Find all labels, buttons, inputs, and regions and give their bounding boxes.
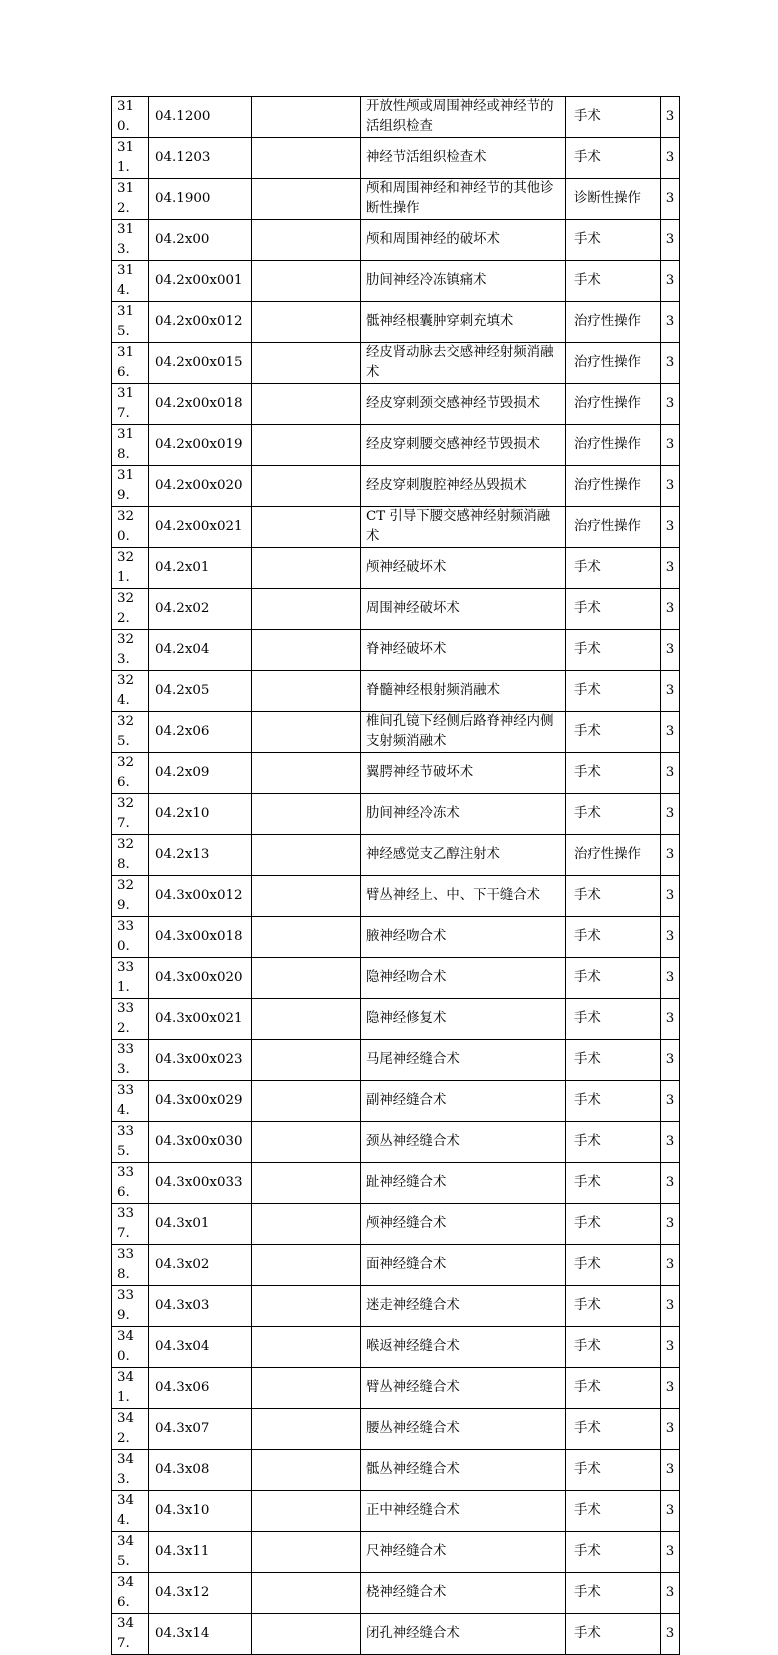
- extra-cell: [252, 958, 361, 999]
- procedure-type: 治疗性操作: [566, 835, 661, 876]
- procedure-type: 手术: [566, 1491, 661, 1532]
- extra-cell: [252, 753, 361, 794]
- table-row: [112, 1081, 680, 1122]
- procedure-category: 3: [661, 958, 680, 999]
- row-number: 316.: [112, 343, 149, 384]
- table-row: [112, 97, 680, 138]
- extra-cell: [252, 876, 361, 917]
- row-number: 322.: [112, 589, 149, 630]
- procedure-name: 神经节活组织检查术: [361, 138, 566, 179]
- procedure-type: 手术: [566, 1614, 661, 1655]
- procedure-type: 手术: [566, 1450, 661, 1491]
- procedure-category: 3: [661, 835, 680, 876]
- table-row: [112, 220, 680, 261]
- row-number: 318.: [112, 425, 149, 466]
- table-row: [112, 1122, 680, 1163]
- procedure-category: 3: [661, 1573, 680, 1614]
- extra-cell: [252, 179, 361, 220]
- procedure-category: 3: [661, 261, 680, 302]
- row-number: 324.: [112, 671, 149, 712]
- extra-cell: [252, 712, 361, 753]
- procedure-type: 手术: [566, 999, 661, 1040]
- procedure-name: 骶丛神经缝合术: [361, 1450, 566, 1491]
- procedure-type: 治疗性操作: [566, 466, 661, 507]
- procedure-name: 迷走神经缝合术: [361, 1286, 566, 1327]
- row-number: 337.: [112, 1204, 149, 1245]
- procedure-type: 手术: [566, 1245, 661, 1286]
- procedure-category: 3: [661, 343, 680, 384]
- extra-cell: [252, 343, 361, 384]
- procedure-code: 04.2x00: [149, 220, 252, 261]
- table-row: [112, 1368, 680, 1409]
- extra-cell: [252, 138, 361, 179]
- row-number: 313.: [112, 220, 149, 261]
- procedure-table-page: [111, 96, 680, 1655]
- extra-cell: [252, 220, 361, 261]
- procedure-code: 04.3x01: [149, 1204, 252, 1245]
- procedure-code: 04.1900: [149, 179, 252, 220]
- procedure-name: 臂丛神经缝合术: [361, 1368, 566, 1409]
- table-row: [112, 917, 680, 958]
- table-row: [112, 1450, 680, 1491]
- procedure-name: 面神经缝合术: [361, 1245, 566, 1286]
- extra-cell: [252, 1368, 361, 1409]
- extra-cell: [252, 1327, 361, 1368]
- row-number: 340.: [112, 1327, 149, 1368]
- procedure-category: 3: [661, 220, 680, 261]
- procedure-name: 神经感觉支乙醇注射术: [361, 835, 566, 876]
- procedure-type: 手术: [566, 671, 661, 712]
- procedure-category: 3: [661, 466, 680, 507]
- procedure-name: 经皮肾动脉去交感神经射频消融术: [361, 343, 566, 384]
- procedure-type: 手术: [566, 1040, 661, 1081]
- table-row: [112, 425, 680, 466]
- procedure-name: 椎间孔镜下经侧后路脊神经内侧支射频消融术: [361, 712, 566, 753]
- table-row: [112, 1040, 680, 1081]
- procedure-type: 手术: [566, 794, 661, 835]
- procedure-type: 手术: [566, 220, 661, 261]
- procedure-category: 3: [661, 671, 680, 712]
- procedure-type: 手术: [566, 630, 661, 671]
- table-row: [112, 1573, 680, 1614]
- procedure-name: 喉返神经缝合术: [361, 1327, 566, 1368]
- row-number: 341.: [112, 1368, 149, 1409]
- procedure-code: 04.3x08: [149, 1450, 252, 1491]
- procedure-name: 骶神经根囊肿穿刺充填术: [361, 302, 566, 343]
- procedure-category: 3: [661, 1491, 680, 1532]
- procedure-type: 治疗性操作: [566, 302, 661, 343]
- table-row: [112, 384, 680, 425]
- procedure-type: 手术: [566, 917, 661, 958]
- procedure-type: 手术: [566, 589, 661, 630]
- procedure-category: 3: [661, 302, 680, 343]
- row-number: 331.: [112, 958, 149, 999]
- procedure-code: 04.3x02: [149, 1245, 252, 1286]
- procedure-code: 04.2x05: [149, 671, 252, 712]
- procedure-category: 3: [661, 876, 680, 917]
- row-number: 323.: [112, 630, 149, 671]
- table-row: [112, 876, 680, 917]
- table-row: [112, 179, 680, 220]
- extra-cell: [252, 835, 361, 876]
- row-number: 333.: [112, 1040, 149, 1081]
- row-number: 345.: [112, 1532, 149, 1573]
- extra-cell: [252, 1450, 361, 1491]
- table-row: [112, 589, 680, 630]
- procedure-name: 正中神经缝合术: [361, 1491, 566, 1532]
- procedure-category: 3: [661, 1614, 680, 1655]
- table-row: [112, 794, 680, 835]
- procedure-category: 3: [661, 1532, 680, 1573]
- procedure-category: 3: [661, 1040, 680, 1081]
- procedure-category: 3: [661, 1409, 680, 1450]
- procedure-category: 3: [661, 97, 680, 138]
- extra-cell: [252, 1204, 361, 1245]
- procedure-type: 手术: [566, 261, 661, 302]
- row-number: 347.: [112, 1614, 149, 1655]
- extra-cell: [252, 507, 361, 548]
- procedure-name: 颈丛神经缝合术: [361, 1122, 566, 1163]
- procedure-name: 闭孔神经缝合术: [361, 1614, 566, 1655]
- procedure-code: 04.2x06: [149, 712, 252, 753]
- procedure-code: 04.3x00x020: [149, 958, 252, 999]
- procedure-name: 副神经缝合术: [361, 1081, 566, 1122]
- procedure-code: 04.3x14: [149, 1614, 252, 1655]
- row-number: 339.: [112, 1286, 149, 1327]
- procedure-type: 手术: [566, 1409, 661, 1450]
- procedure-name: 隐神经吻合术: [361, 958, 566, 999]
- procedure-code: 04.2x00x015: [149, 343, 252, 384]
- procedure-category: 3: [661, 1204, 680, 1245]
- row-number: 319.: [112, 466, 149, 507]
- procedure-type: 手术: [566, 753, 661, 794]
- row-number: 317.: [112, 384, 149, 425]
- extra-cell: [252, 917, 361, 958]
- procedure-type: 手术: [566, 1081, 661, 1122]
- procedure-table: [111, 96, 680, 1655]
- table-row: [112, 1532, 680, 1573]
- extra-cell: [252, 671, 361, 712]
- procedure-type: 手术: [566, 1163, 661, 1204]
- row-number: 310.: [112, 97, 149, 138]
- procedure-code: 04.2x00x012: [149, 302, 252, 343]
- procedure-name: 翼腭神经节破坏术: [361, 753, 566, 794]
- procedure-type: 手术: [566, 1573, 661, 1614]
- row-number: 332.: [112, 999, 149, 1040]
- procedure-code: 04.3x00x021: [149, 999, 252, 1040]
- row-number: 336.: [112, 1163, 149, 1204]
- procedure-type: 手术: [566, 138, 661, 179]
- row-number: 338.: [112, 1245, 149, 1286]
- procedure-code: 04.2x01: [149, 548, 252, 589]
- extra-cell: [252, 589, 361, 630]
- table-row: [112, 1163, 680, 1204]
- procedure-name: 脊髓神经根射频消融术: [361, 671, 566, 712]
- procedure-code: 04.3x07: [149, 1409, 252, 1450]
- extra-cell: [252, 1491, 361, 1532]
- procedure-name: 趾神经缝合术: [361, 1163, 566, 1204]
- procedure-code: 04.3x04: [149, 1327, 252, 1368]
- procedure-type: 手术: [566, 1368, 661, 1409]
- procedure-category: 3: [661, 1081, 680, 1122]
- procedure-code: 04.2x00x018: [149, 384, 252, 425]
- procedure-name: 经皮穿刺腰交感神经节毁损术: [361, 425, 566, 466]
- procedure-category: 3: [661, 138, 680, 179]
- procedure-type: 治疗性操作: [566, 384, 661, 425]
- table-row: [112, 671, 680, 712]
- procedure-name: 腰丛神经缝合术: [361, 1409, 566, 1450]
- procedure-name: 经皮穿刺腹腔神经丛毁损术: [361, 466, 566, 507]
- procedure-name: 隐神经修复术: [361, 999, 566, 1040]
- table-row: [112, 466, 680, 507]
- procedure-name: 经皮穿刺颈交感神经节毁损术: [361, 384, 566, 425]
- procedure-code: 04.2x10: [149, 794, 252, 835]
- table-row: [112, 302, 680, 343]
- procedure-category: 3: [661, 712, 680, 753]
- procedure-code: 04.3x03: [149, 1286, 252, 1327]
- procedure-type: 手术: [566, 958, 661, 999]
- extra-cell: [252, 466, 361, 507]
- procedure-code: 04.3x00x018: [149, 917, 252, 958]
- procedure-type: 手术: [566, 1122, 661, 1163]
- procedure-category: 3: [661, 384, 680, 425]
- row-number: 335.: [112, 1122, 149, 1163]
- extra-cell: [252, 1122, 361, 1163]
- procedure-type: 手术: [566, 1286, 661, 1327]
- procedure-name: 桡神经缝合术: [361, 1573, 566, 1614]
- extra-cell: [252, 302, 361, 343]
- procedure-type: 手术: [566, 1532, 661, 1573]
- procedure-code: 04.3x12: [149, 1573, 252, 1614]
- procedure-category: 3: [661, 179, 680, 220]
- procedure-name: 臂丛神经上、中、下干缝合术: [361, 876, 566, 917]
- procedure-code: 04.3x11: [149, 1532, 252, 1573]
- procedure-name: 颅神经缝合术: [361, 1204, 566, 1245]
- procedure-code: 04.2x02: [149, 589, 252, 630]
- procedure-type: 诊断性操作: [566, 179, 661, 220]
- procedure-category: 3: [661, 999, 680, 1040]
- table-row: [112, 1286, 680, 1327]
- procedure-category: 3: [661, 589, 680, 630]
- extra-cell: [252, 1245, 361, 1286]
- row-number: 321.: [112, 548, 149, 589]
- extra-cell: [252, 261, 361, 302]
- extra-cell: [252, 425, 361, 466]
- procedure-category: 3: [661, 425, 680, 466]
- procedure-code: 04.2x13: [149, 835, 252, 876]
- extra-cell: [252, 1573, 361, 1614]
- procedure-name: 马尾神经缝合术: [361, 1040, 566, 1081]
- row-number: 344.: [112, 1491, 149, 1532]
- row-number: 343.: [112, 1450, 149, 1491]
- table-row: [112, 261, 680, 302]
- row-number: 312.: [112, 179, 149, 220]
- procedure-name: 开放性颅或周围神经或神经节的活组织检查: [361, 97, 566, 138]
- table-row: [112, 1245, 680, 1286]
- row-number: 329.: [112, 876, 149, 917]
- procedure-type: 手术: [566, 1204, 661, 1245]
- table-row: [112, 507, 680, 548]
- table-row: [112, 753, 680, 794]
- procedure-type: 治疗性操作: [566, 343, 661, 384]
- procedure-category: 3: [661, 630, 680, 671]
- row-number: 327.: [112, 794, 149, 835]
- procedure-category: 3: [661, 1122, 680, 1163]
- procedure-name: 周围神经破坏术: [361, 589, 566, 630]
- procedure-name: 颅和周围神经和神经节的其他诊断性操作: [361, 179, 566, 220]
- table-row: [112, 343, 680, 384]
- row-number: 346.: [112, 1573, 149, 1614]
- extra-cell: [252, 548, 361, 589]
- table-row: [112, 1327, 680, 1368]
- row-number: 320.: [112, 507, 149, 548]
- procedure-code: 04.3x06: [149, 1368, 252, 1409]
- procedure-name: 肋间神经冷冻镇痛术: [361, 261, 566, 302]
- row-number: 328.: [112, 835, 149, 876]
- procedure-type: 手术: [566, 712, 661, 753]
- procedure-type: 治疗性操作: [566, 425, 661, 466]
- procedure-name: 颅神经破坏术: [361, 548, 566, 589]
- table-row: [112, 835, 680, 876]
- procedure-code: 04.2x09: [149, 753, 252, 794]
- row-number: 330.: [112, 917, 149, 958]
- extra-cell: [252, 1163, 361, 1204]
- procedure-code: 04.3x00x029: [149, 1081, 252, 1122]
- extra-cell: [252, 1286, 361, 1327]
- procedure-type: 手术: [566, 876, 661, 917]
- extra-cell: [252, 384, 361, 425]
- extra-cell: [252, 1532, 361, 1573]
- procedure-code: 04.3x00x030: [149, 1122, 252, 1163]
- table-row: [112, 1409, 680, 1450]
- table-row: [112, 958, 680, 999]
- row-number: 325.: [112, 712, 149, 753]
- procedure-code: 04.3x00x033: [149, 1163, 252, 1204]
- table-row: [112, 1491, 680, 1532]
- procedure-code: 04.2x00x001: [149, 261, 252, 302]
- row-number: 342.: [112, 1409, 149, 1450]
- table-row: [112, 1204, 680, 1245]
- table-row: [112, 712, 680, 753]
- procedure-table-body: [112, 97, 680, 1655]
- procedure-type: 治疗性操作: [566, 507, 661, 548]
- procedure-type: 手术: [566, 97, 661, 138]
- procedure-name: 脊神经破坏术: [361, 630, 566, 671]
- table-row: [112, 548, 680, 589]
- procedure-name: CT 引导下腰交感神经射频消融术: [361, 507, 566, 548]
- procedure-code: 04.3x00x012: [149, 876, 252, 917]
- extra-cell: [252, 1614, 361, 1655]
- procedure-category: 3: [661, 794, 680, 835]
- extra-cell: [252, 1081, 361, 1122]
- procedure-category: 3: [661, 1245, 680, 1286]
- procedure-type: 手术: [566, 548, 661, 589]
- procedure-code: 04.2x00x021: [149, 507, 252, 548]
- row-number: 334.: [112, 1081, 149, 1122]
- row-number: 311.: [112, 138, 149, 179]
- procedure-category: 3: [661, 753, 680, 794]
- procedure-category: 3: [661, 507, 680, 548]
- extra-cell: [252, 97, 361, 138]
- procedure-code: 04.2x00x019: [149, 425, 252, 466]
- procedure-name: 颅和周围神经的破坏术: [361, 220, 566, 261]
- procedure-category: 3: [661, 1450, 680, 1491]
- procedure-code: 04.1203: [149, 138, 252, 179]
- procedure-name: 尺神经缝合术: [361, 1532, 566, 1573]
- procedure-type: 手术: [566, 1327, 661, 1368]
- table-row: [112, 1614, 680, 1655]
- procedure-category: 3: [661, 1286, 680, 1327]
- procedure-name: 腋神经吻合术: [361, 917, 566, 958]
- procedure-category: 3: [661, 917, 680, 958]
- row-number: 314.: [112, 261, 149, 302]
- procedure-code: 04.3x00x023: [149, 1040, 252, 1081]
- extra-cell: [252, 1409, 361, 1450]
- extra-cell: [252, 1040, 361, 1081]
- procedure-code: 04.3x10: [149, 1491, 252, 1532]
- table-row: [112, 138, 680, 179]
- procedure-category: 3: [661, 548, 680, 589]
- table-row: [112, 999, 680, 1040]
- procedure-category: 3: [661, 1368, 680, 1409]
- procedure-code: 04.1200: [149, 97, 252, 138]
- procedure-category: 3: [661, 1327, 680, 1368]
- row-number: 326.: [112, 753, 149, 794]
- extra-cell: [252, 794, 361, 835]
- row-number: 315.: [112, 302, 149, 343]
- procedure-code: 04.2x04: [149, 630, 252, 671]
- extra-cell: [252, 630, 361, 671]
- procedure-name: 肋间神经冷冻术: [361, 794, 566, 835]
- extra-cell: [252, 999, 361, 1040]
- table-row: [112, 630, 680, 671]
- procedure-category: 3: [661, 1163, 680, 1204]
- procedure-code: 04.2x00x020: [149, 466, 252, 507]
